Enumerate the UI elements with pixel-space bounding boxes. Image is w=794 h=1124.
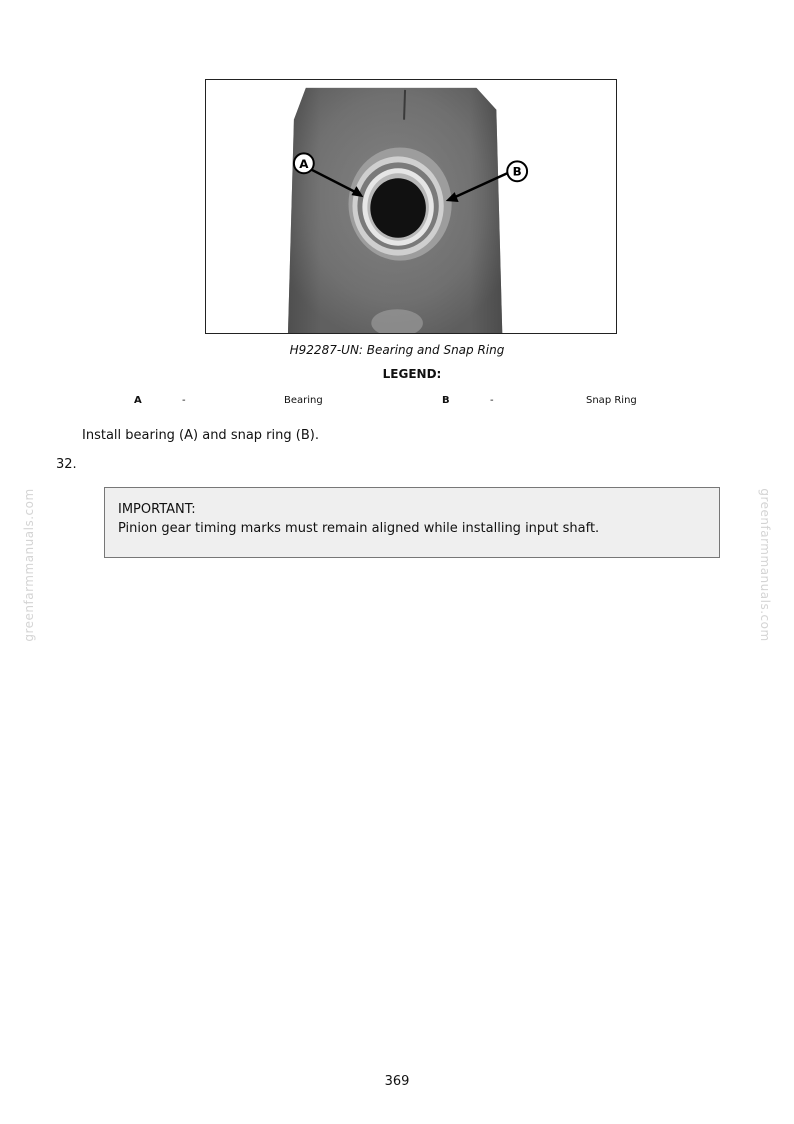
watermark-left: greenfarmmanuals.com: [22, 488, 36, 642]
watermark-right: greenfarmmanuals.com: [758, 488, 772, 642]
step-instruction: Install bearing (A) and snap ring (B).: [82, 428, 319, 443]
legend-key-b: B: [442, 395, 450, 406]
notice-body: Pinion gear timing marks must remain aligned while installing input shaft.: [118, 521, 600, 536]
legend-label-snap-ring: Snap Ring: [586, 395, 637, 406]
bearing-figure: [205, 79, 617, 334]
notice-heading: IMPORTANT:: [118, 502, 196, 517]
callout-b-marker: [507, 161, 527, 181]
callout-a-marker: [294, 153, 314, 173]
legend-sep-b: -: [490, 395, 494, 406]
step-number: 32.: [56, 457, 77, 472]
callout-b-label: B: [512, 164, 522, 179]
page-number: 369: [384, 1074, 410, 1089]
callout-a-label: A: [299, 156, 309, 171]
legend-title: LEGEND:: [382, 367, 442, 381]
legend-key-a: A: [134, 395, 142, 406]
important-notice: [104, 487, 720, 558]
legend-label-bearing: Bearing: [284, 395, 323, 406]
figure-caption: H92287-UN: Bearing and Snap Ring: [289, 343, 505, 357]
legend-sep-a: -: [182, 395, 186, 406]
bearing-photo: [206, 80, 616, 333]
